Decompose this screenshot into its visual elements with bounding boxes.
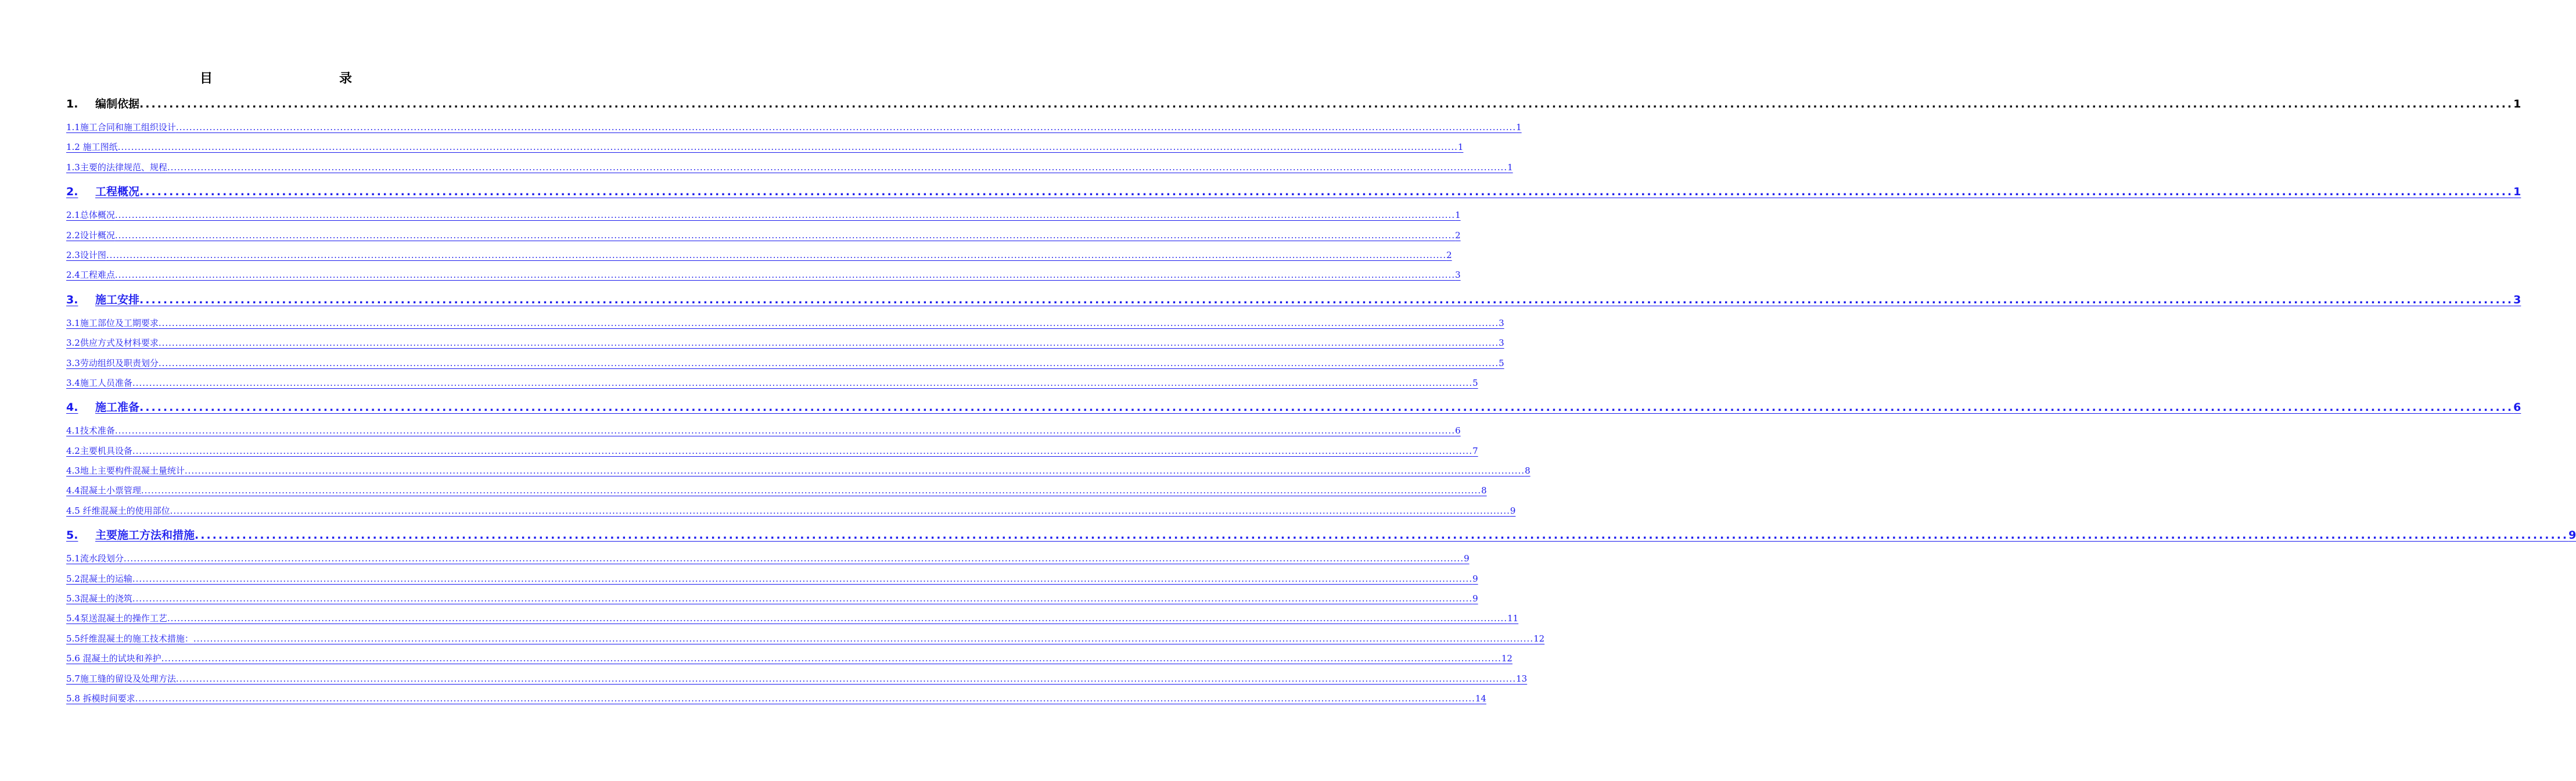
toc-page-number: 12 — [1533, 633, 1545, 644]
toc-page-number: 14 — [1475, 693, 1486, 704]
toc-page-number: 3 — [1455, 270, 1461, 281]
toc-item-label: 1.2 施工图纸 — [66, 142, 118, 153]
toc-item-label: 4.2主要机具设备 — [66, 445, 132, 456]
toc-section-label: 施工准备 — [95, 401, 140, 414]
toc-item-1-2[interactable] — [66, 137, 1464, 157]
toc-page-number: 13 — [1516, 673, 1528, 684]
toc-item-label: 2.2设计概况 — [66, 230, 115, 241]
toc-title: 目 录 — [199, 71, 386, 86]
toc-item-label: 5.5纤维混凝土的施工技术措施： — [66, 633, 193, 644]
toc-item-label: 5.7施工缝的留设及处理方法 — [66, 673, 176, 684]
toc-leader-dots: ................................................................................................................................................................................................................................................................................................................................................................................................................ — [114, 210, 1456, 221]
toc-item-3-1[interactable] — [66, 313, 1504, 333]
toc-leader-dots: ................................................................................................................................................................................................................................................................................................................................................................................................................ — [135, 693, 1475, 704]
toc-item-label: 3.2供应方式及材料要求 — [66, 338, 159, 349]
toc-page-number: 3 — [1499, 317, 1504, 328]
toc-item-3-2[interactable] — [66, 333, 1504, 353]
toc-leader-dots: ................................................................................................................................................................................................................................................................................................................................................................................................................ — [114, 425, 1456, 436]
toc-item-4-1[interactable] — [66, 421, 1461, 440]
toc-page-number: 12 — [1501, 653, 1512, 664]
toc-item-4-2[interactable] — [66, 441, 1478, 461]
toc-leader-dots: ................................................................................................................................................................................................................................................................................................................................................................................................................ — [175, 122, 1517, 132]
toc-item-label: 1.1施工合同和施工组织设计 — [66, 122, 176, 132]
toc-item-label: 5.1流水段划分 — [66, 553, 124, 564]
toc-section-2[interactable] — [66, 181, 2521, 203]
toc-section-number: 4. — [66, 401, 78, 414]
toc-item-label: 4.3地上主要构件混凝土量统计 — [66, 465, 185, 477]
toc-leader-dots: ................................................................................................................................................................................................................................................................................................................................................................................................................ — [161, 653, 1501, 664]
toc-leader-dots: ................................................................................................................................................................................................................................................................................................................................................................................................................ — [117, 142, 1458, 153]
toc-item-label: 3.1施工部位及工期要求 — [66, 317, 159, 328]
toc-item-label: 5.6 混凝土的试块和养护 — [66, 653, 161, 664]
toc-leader-dots: ................................................................................................................................................................................................................................................................................................................................................................................................................ — [114, 230, 1456, 241]
toc-leader-dots: ................................................................................................................................................................................................................................................................................................................................................................................................................ — [132, 445, 1473, 456]
toc-page-number: 6 — [2513, 401, 2521, 414]
toc-page-number: 9 — [2568, 529, 2576, 542]
toc-leader-dots: ................................................................................................................................................................................................................................................................................................................................................................................................................ — [158, 357, 1499, 368]
toc-item-4-4[interactable] — [66, 481, 1487, 500]
toc-item-label: 5.4泵送混凝土的操作工艺 — [66, 613, 167, 624]
toc-item-5-2[interactable] — [66, 569, 1478, 589]
toc-item-5-3[interactable] — [66, 589, 1478, 608]
toc-item-5-4[interactable] — [66, 608, 1519, 628]
toc-page-number: 1 — [1457, 142, 1464, 153]
toc-section-5[interactable] — [66, 524, 2576, 546]
toc-page-number: 8 — [1525, 465, 1530, 477]
toc-leader-dots: ................................................................................................................................................................................................................................................................................................................................................................................................................ — [141, 485, 1482, 496]
table-of-contents — [66, 93, 2576, 708]
toc-item-1-1[interactable] — [66, 117, 1522, 137]
toc-item-5-7[interactable] — [66, 669, 1528, 689]
toc-section-number: 1. — [66, 98, 78, 110]
toc-page-number: 3 — [2513, 293, 2521, 306]
toc-leader-dots: ................................................................................................................................................................................................................................................................................................................................................................................................................ — [158, 338, 1499, 349]
toc-section-label: 施工安排 — [95, 293, 140, 306]
toc-leader-dots: ................................................................................................................................................................................................................................................................................................................................................................................................................ — [184, 465, 1525, 477]
toc-page-number: 1 — [2513, 185, 2521, 199]
toc-item-label: 5.8 拆模时间要求 — [66, 693, 135, 704]
toc-item-5-8[interactable] — [66, 689, 1486, 708]
toc-item-1-3[interactable] — [66, 157, 1513, 177]
toc-leader-dots: ................................................................................................................................................................................................................................................................................................................................................................................................................ — [139, 98, 2514, 110]
toc-page-number: 3 — [1499, 338, 1504, 349]
toc-item-5-6[interactable] — [66, 649, 1512, 668]
toc-page-number: 2 — [1455, 230, 1461, 241]
toc-item-label: 4.1技术准备 — [66, 425, 115, 436]
toc-item-label: 4.5 纤维混凝土的使用部位 — [66, 505, 170, 516]
toc-page-number: 9 — [1464, 553, 1470, 564]
toc-page-number: 1 — [1455, 210, 1461, 221]
toc-leader-dots: ................................................................................................................................................................................................................................................................................................................................................................................................................ — [175, 673, 1517, 684]
toc-item-3-4[interactable] — [66, 373, 1478, 393]
toc-leader-dots: ................................................................................................................................................................................................................................................................................................................................................................................................................ — [106, 249, 1447, 260]
toc-page-number: 8 — [1481, 485, 1487, 496]
toc-item-5-5[interactable] — [66, 629, 1545, 649]
toc-item-2-4[interactable] — [66, 265, 1461, 285]
toc-leader-dots: ................................................................................................................................................................................................................................................................................................................................................................................................................ — [114, 270, 1456, 281]
toc-leader-dots: ................................................................................................................................................................................................................................................................................................................................................................................................................ — [195, 529, 2569, 542]
toc-page-number: 9 — [1472, 573, 1478, 584]
toc-item-3-3[interactable] — [66, 353, 1504, 373]
toc-section-1[interactable] — [66, 93, 2521, 115]
toc-item-2-2[interactable] — [66, 225, 1461, 245]
toc-page-number: 5 — [1472, 377, 1478, 388]
toc-leader-dots: ................................................................................................................................................................................................................................................................................................................................................................................................................ — [167, 162, 1508, 173]
toc-item-label: 3.4施工人员准备 — [66, 377, 132, 388]
toc-item-2-3[interactable] — [66, 245, 1452, 265]
toc-item-2-1[interactable] — [66, 205, 1461, 225]
toc-page-number: 1 — [1507, 162, 1513, 173]
toc-item-label: 5.3混凝土的浇筑 — [66, 593, 132, 604]
toc-section-number: 2. — [66, 185, 78, 199]
toc-item-5-1[interactable] — [66, 549, 1470, 568]
toc-item-4-3[interactable] — [66, 461, 1530, 481]
toc-leader-dots: ................................................................................................................................................................................................................................................................................................................................................................................................................ — [193, 633, 1534, 644]
toc-leader-dots: ................................................................................................................................................................................................................................................................................................................................................................................................................ — [132, 377, 1473, 388]
toc-leader-dots: ................................................................................................................................................................................................................................................................................................................................................................................................................ — [139, 401, 2514, 414]
toc-page-number: 7 — [1472, 445, 1478, 456]
toc-page-number: 1 — [1516, 122, 1522, 132]
toc-section-label: 主要施工方法和措施 — [95, 529, 195, 542]
toc-item-label: 5.2混凝土的运输 — [66, 573, 132, 584]
toc-page-number: 9 — [1472, 593, 1478, 604]
toc-page-number: 2 — [1446, 249, 1452, 260]
toc-item-4-5[interactable] — [66, 501, 1516, 521]
toc-item-label: 4.4混凝土小票管理 — [66, 485, 141, 496]
toc-leader-dots: ................................................................................................................................................................................................................................................................................................................................................................................................................ — [139, 185, 2514, 199]
toc-page-number: 6 — [1455, 425, 1461, 436]
toc-leader-dots: ................................................................................................................................................................................................................................................................................................................................................................................................................ — [170, 505, 1510, 516]
toc-item-label: 1.3主要的法律规范、规程 — [66, 162, 167, 173]
toc-section-3[interactable] — [66, 289, 2521, 311]
toc-item-label: 2.1总体概况 — [66, 210, 115, 221]
toc-leader-dots: ................................................................................................................................................................................................................................................................................................................................................................................................................ — [132, 573, 1473, 584]
toc-page-number: 9 — [1510, 505, 1516, 516]
toc-item-label: 3.3劳动组织及职责划分 — [66, 357, 159, 368]
toc-page-number: 5 — [1499, 357, 1504, 368]
toc-item-label: 2.3设计图 — [66, 249, 106, 260]
toc-page-number: 1 — [2513, 98, 2521, 110]
toc-item-label: 2.4工程难点 — [66, 270, 115, 281]
toc-section-4[interactable] — [66, 396, 2521, 418]
toc-leader-dots: ................................................................................................................................................................................................................................................................................................................................................................................................................ — [167, 613, 1508, 624]
toc-section-label: 工程概况 — [95, 185, 140, 199]
toc-section-number: 5. — [66, 529, 78, 542]
toc-leader-dots: ................................................................................................................................................................................................................................................................................................................................................................................................................ — [139, 293, 2514, 306]
toc-leader-dots: ................................................................................................................................................................................................................................................................................................................................................................................................................ — [123, 553, 1464, 564]
toc-section-number: 3. — [66, 293, 78, 306]
toc-page-number: 11 — [1507, 613, 1519, 624]
toc-leader-dots: ................................................................................................................................................................................................................................................................................................................................................................................................................ — [158, 317, 1499, 328]
toc-section-label: 编制依据 — [95, 98, 140, 110]
toc-leader-dots: ................................................................................................................................................................................................................................................................................................................................................................................................................ — [132, 593, 1473, 604]
